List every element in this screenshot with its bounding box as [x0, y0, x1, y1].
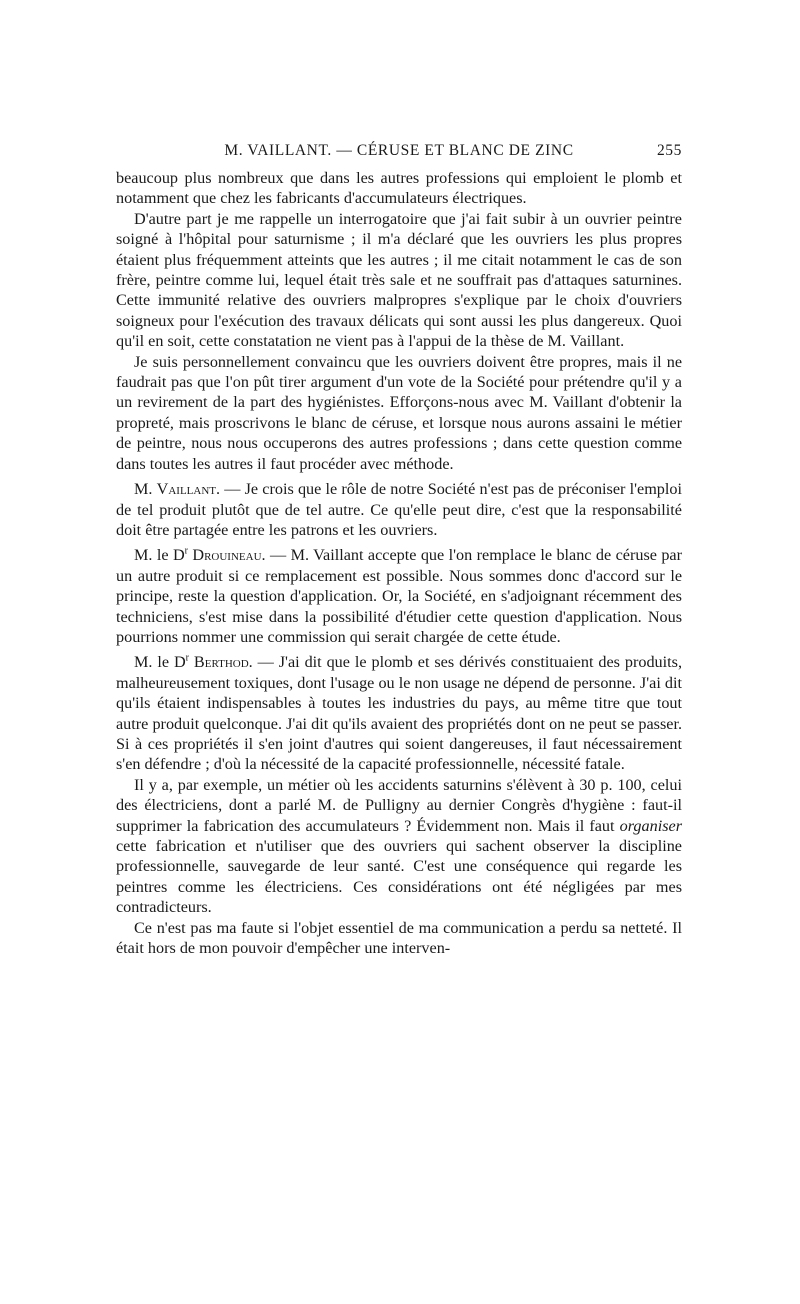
speech-drouineau — [116, 545, 682, 647]
document-page — [116, 142, 682, 958]
paragraph-1 — [116, 168, 682, 209]
speaker-suffix: . — — [248, 653, 274, 672]
page-number: 255 — [656, 142, 682, 159]
speaker-name: Drouineau — [187, 546, 262, 565]
paragraph-2 — [116, 209, 682, 352]
speech-berthod — [116, 652, 682, 774]
speaker-suffix: . — — [261, 546, 287, 565]
paragraph-8 — [116, 918, 682, 959]
paragraph-3-text: Je suis personnellement convaincu que les ouvriers doivent être propres, mais il ne faudrait pas que l'on pût tirer argument d'un vote de la Société pour prétendre qu'il y a un revirement de la part des hygiénistes. Efforçons-nous avec M. Vaillant d'obtenir la propreté, mais proscrivons le blanc de céruse, et lorsque nous aurons assaini le métier de peintre, nous nous occuperons des autres professions ; dans cette question comme dans toutes les autres il faut procéder avec méthode. — [116, 352, 682, 473]
speaker-name: Vaillant — [156, 480, 216, 499]
speaker-title-sup: r — [185, 652, 189, 664]
speaker-prefix: M. — [134, 480, 157, 499]
speech-text: J'ai dit que le plomb et ses dérivés constituaient des produits, malheureusement toxiques, dont l'usage ou le non usage ne dépend de personne. J'ai dit qu'ils étaient indispensables à toutes les industries du pays, au même titre que tout autre produit quelconque. J'ai dit qu'ils avaient des propriétés dont on ne peut se passer. Si à ces propriétés il s'en joint d'autres qui soient dangereuses, il faut nécessairement s'en défendre ; d'où la nécessité de la capacité professionnelle, nécessité fatale. — [116, 653, 682, 774]
speech-text: M. Vaillant accepte que l'on remplace le blanc de céruse par un autre produit si ce remplacement est possible. Nous sommes donc d'accord sur le principe, reste la question d'application. Or, la Société, en s'adjoignant récemment des techniciens, s'est mise dans la possibilité d'étudier cette question d'application. Nous pourrions nommer une commission qui serait chargée de cette étude. — [116, 546, 683, 646]
paragraph-7 — [116, 775, 682, 918]
speaker-suffix: . — — [215, 480, 241, 499]
speaker-prefix: M. le D — [134, 653, 186, 672]
speech-vaillant — [116, 479, 682, 540]
paragraph-3 — [116, 352, 682, 474]
paragraph-1-text: beaucoup plus nombreux que dans les autres professions qui emploient le plomb et notamment que chez les fabricants d'accumulateurs électriques. — [116, 169, 682, 208]
paragraph-7-text-before: Il y a, par exemple, un métier où les accidents saturnins s'élèvent à 30 p. 100, celui des électriciens, dont a parlé M. de Pulligny au dernier Congrès d'hygiène : faut-il supprimer la fabrication des accumulateurs ? Évidemment non. Mais il faut — [116, 775, 682, 835]
speaker-title-sup: r — [184, 545, 188, 557]
paragraph-8-text: Ce n'est pas ma faute si l'objet essentiel de ma communication a perdu sa netteté. Il était hors de mon pouvoir d'empêcher une interven- — [116, 918, 682, 958]
running-header — [116, 142, 682, 168]
paragraph-7-emphasis: organiser — [619, 816, 682, 835]
running-title: M. VAILLANT. — CÉRUSE ET BLANC DE ZINC — [224, 142, 574, 159]
speaker-prefix: M. le D — [134, 546, 185, 565]
speech-text: Je crois que le rôle de notre Société n'est pas de préconiser l'emploi de tel produit plutôt que de tel autre. Ce qu'elle peut dire, c'est que la responsabilité doit être partagée entre les patrons et les ouvriers. — [116, 480, 682, 539]
speaker-name: Berthod — [189, 653, 249, 672]
paragraph-7-text-after: cette fabrication et n'utiliser que des ouvriers qui sachent observer la discipline professionnelle, sauvegarde de leur santé. C'est une conséquence qui regarde les peintres comme les électriciens. Ces considérations ont été négligées par mes contradicteurs. — [116, 837, 682, 917]
body-text — [116, 168, 682, 958]
paragraph-2-text: D'autre part je me rappelle un interrogatoire que j'ai fait subir à un ouvrier peintre soigné à l'hôpital pour saturnisme ; il m'a déclaré que les ouvriers les plus propres étaient plus fréquemment atteints que les autres ; il me citait notamment le cas de son frère, peintre comme lui, lequel était très sale et ne souffrait pas d'attaques saturnines. Cette immunité relative des ouvriers malpropres s'explique par le choix d'ouvriers soigneux pour l'exécution des travaux délicats qui sont aussi les plus dangereux. Quoi qu'il en soit, cette constatation ne vient pas à l'appui de la thèse de M. Vaillant. — [116, 209, 682, 351]
